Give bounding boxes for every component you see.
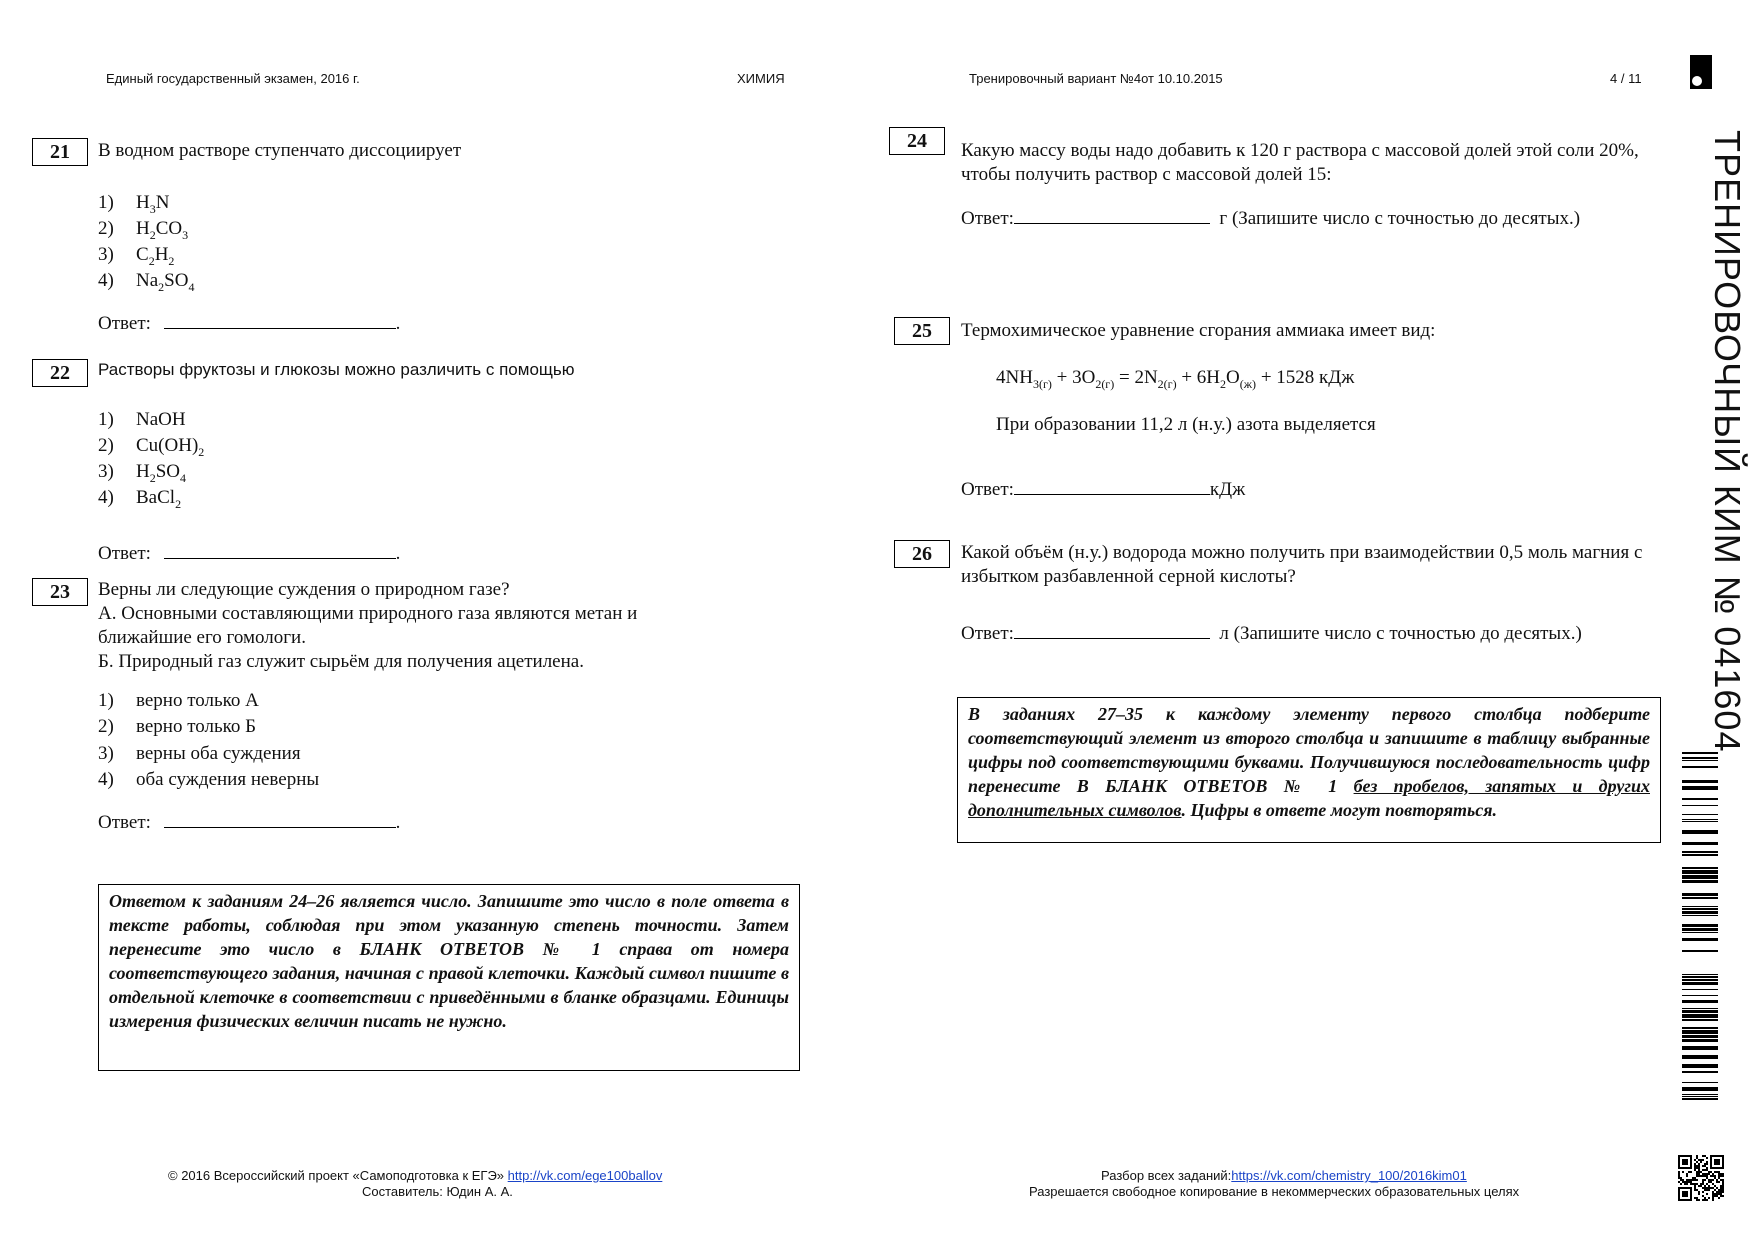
q25-answer (961, 476, 1245, 501)
analysis-link[interactable]: https://vk.com/chemistry_100/2016kim01 (1231, 1168, 1467, 1183)
q24-answer (961, 205, 1580, 230)
answer-label: Ответ: (98, 543, 151, 564)
option-number: 4) (98, 487, 114, 508)
option-number: 3) (98, 743, 114, 764)
option-number: 1) (98, 192, 114, 213)
q25-answer-suffix: кДж (1209, 479, 1246, 500)
q23-answer-field[interactable] (164, 809, 396, 828)
q21-option-4[interactable]: 4) $Na_2SO_4$ (98, 270, 195, 294)
option-number: 3) (98, 244, 114, 265)
barcode-icon (1682, 752, 1718, 1102)
q24-answer-suffix: г (Запишите число с точностью до десятых.) (1219, 208, 1581, 229)
q24-answer-field[interactable] (1014, 205, 1210, 224)
q26-answer-suffix: л (Запишите число с точностью до десятых.) (1219, 623, 1582, 644)
q23-answer: Ответ: . (98, 809, 400, 834)
q26-answer-field[interactable] (1014, 620, 1210, 639)
question-number-21: 21 (32, 138, 88, 166)
answer-label: Ответ: (961, 479, 1014, 500)
q21-option-3[interactable]: 3) $C_2H_2$ (98, 244, 175, 268)
q22-option-4[interactable]: 4) BaCl$_2$ (98, 487, 182, 511)
copyright-text: © 2016 Всероссийский проект «Самоподготовка к ЕГЭ» (168, 1168, 505, 1183)
answer-label: Ответ: (98, 812, 151, 833)
option-text: верны оба суждения (136, 743, 301, 764)
option-number: 2) (98, 218, 114, 239)
instruction-27-35-underlined: без пробелов, запятых и других дополнительных символов (968, 776, 1650, 820)
footer-license: Разрешается свободное копирование в некоммерческих образовательных целях (1029, 1184, 1520, 1199)
instruction-27-35-part2: . Цифры в ответе могут повторяться. (1181, 800, 1498, 820)
q21-option-2[interactable]: 2) $H_2CO_3$ (98, 218, 189, 242)
option-number: 4) (98, 270, 114, 291)
option-number: 2) (98, 716, 114, 737)
instruction-24-26: Ответом к заданиям 24–26 является число. Запишите это число в поле ответа в тексте работы, соблюдая при этом указанную степень точности. Затем перенесите это число в БЛАНК ОТВЕТОВ № 1 справа от номера соответствующего задания, начиная с правой клеточки. Каждый символ пишите в отдельной клеточке в соответствии с приведёнными в бланке образцами. Единицы измерения физических величин писать не нужно. (98, 884, 800, 1071)
option-number: 1) (98, 690, 114, 711)
question-number-25: 25 (894, 317, 950, 345)
q22-option-1[interactable]: 1) NaOH (98, 409, 186, 430)
question-25-text: Термохимическое уравнение сгорания аммиака имеет вид: (961, 320, 1436, 341)
side-title-text: ТРЕНИРОВОЧНЫЙ КИМ № 041604 (1707, 130, 1748, 753)
header-subject: ХИМИЯ (737, 71, 785, 86)
answer-label: Ответ: (98, 313, 151, 334)
question-24-text: Какую массу воды надо добавить к 120 г раствора с массовой долей этой соли 20%, чтобы получить раствор с массовой долей 15: (961, 140, 1639, 185)
q25-answer-field[interactable] (1014, 476, 1210, 495)
option-text: оба суждения неверны (136, 769, 320, 790)
q25-equation-tail: + 1528 кДж (1260, 367, 1355, 388)
question-23-text (98, 578, 637, 674)
answer-label: Ответ: (961, 208, 1014, 229)
question-number-23: 23 (32, 578, 88, 606)
instruction-27-35-part1: В заданиях 27–35 к каждому элементу первого столбца подберите соответствующий элемент из второго столбца и запишите в таблицу выбранные цифры под соответствующими буквами. Получившуюся последовательность цифр перенесите В БЛАНК ОТВЕТОВ № 1 (968, 704, 1650, 796)
q25-equation: $4NH_{3(г)} + 3O_{2(г)} = 2N_{2(г)} + 6H_2O_{(ж)} + 1528$ кДж (996, 367, 1355, 391)
q22-answer-field[interactable] (164, 540, 396, 559)
question-26-text: Какой объём (н.у.) водорода можно получить при взаимодействии 0,5 моль магния с избытком разбавленной серной кислоты? (961, 542, 1643, 587)
q23-option-1[interactable] (98, 690, 259, 712)
option-number: 4) (98, 769, 114, 790)
question-number-24: 24 (889, 127, 945, 155)
answer-label: Ответ: (961, 623, 1014, 644)
option-number: 1) (98, 409, 114, 430)
q21-option-1[interactable]: 1) $H_3N$ (98, 192, 170, 216)
q23-line: Верны ли следующие суждения о природном газе? (98, 579, 510, 600)
option-text: верно только А (136, 690, 259, 711)
option-number: 3) (98, 461, 114, 482)
q23-line: ближайшие его гомологи. (98, 627, 306, 648)
q23-option-3[interactable] (98, 743, 301, 765)
side-title (1707, 130, 1754, 753)
question-21-text: В водном растворе ступенчато диссоциирует (98, 140, 462, 161)
q23-line: Б. Природный газ служит сырьём для получения ацетилена. (98, 651, 584, 672)
q23-line: А. Основными составляющими природного газа являются метан и (98, 603, 638, 624)
q23-option-4[interactable] (98, 769, 319, 791)
q23-option-2[interactable] (98, 716, 256, 738)
q22-option-2[interactable]: 2) $Cu(OH)_2$ (98, 435, 205, 459)
instruction-27-35 (957, 697, 1661, 843)
footer-author: Составитель: Юдин А. А. (362, 1184, 513, 1199)
question-number-22: 22 (32, 359, 88, 387)
q21-answer: Ответ: . (98, 310, 400, 335)
option-text: верно только Б (136, 716, 257, 737)
corner-marker-icon (1690, 55, 1712, 89)
footer-analysis (1101, 1168, 1467, 1183)
header-variant: Тренировочный вариант №4от 10.10.2015 (969, 71, 1223, 86)
q26-answer (961, 620, 1582, 645)
question-number-26: 26 (894, 540, 950, 568)
q22-answer: Ответ: . (98, 540, 400, 565)
footer-copyright (168, 1168, 662, 1183)
qr-code-icon (1678, 1155, 1724, 1201)
q25-subtext: При образовании 11,2 л (н.у.) азота выделяется (996, 414, 1376, 435)
header-exam: Единый государственный экзамен, 2016 г. (106, 71, 360, 86)
option-number: 2) (98, 435, 114, 456)
copyright-link[interactable]: http://vk.com/ege100ballov (507, 1168, 663, 1183)
question-22-text: Растворы фруктозы и глюкозы можно различить с помощью (98, 360, 575, 379)
q22-option-3[interactable]: 3) $H_2SO_4$ (98, 461, 187, 485)
analysis-label: Разбор всех заданий: (1101, 1168, 1232, 1183)
q21-answer-field[interactable] (164, 310, 396, 329)
header-page: 4 / 11 (1610, 71, 1642, 86)
